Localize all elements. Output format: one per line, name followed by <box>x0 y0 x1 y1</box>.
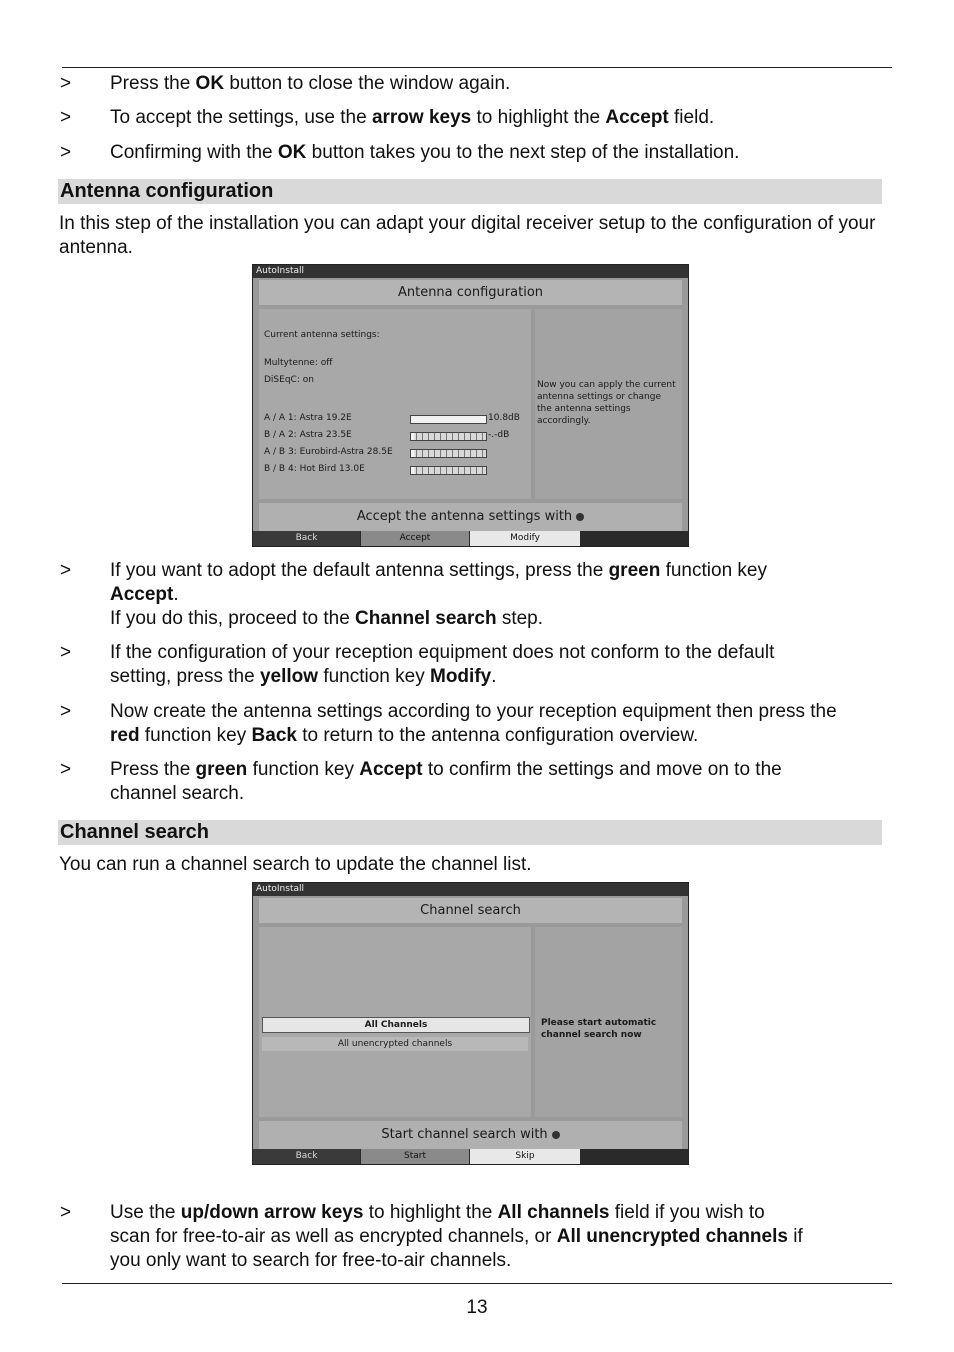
function-key-bar <box>253 531 688 546</box>
bottom-rule <box>62 1283 892 1284</box>
antenna-row-label: B / B 4: Hot Bird 13.0E <box>264 464 365 474</box>
green-key-accept[interactable]: Accept <box>361 531 469 546</box>
section-heading-text: Channel search <box>60 821 209 843</box>
bullet-marker: > <box>60 107 72 128</box>
screen-footer: Start channel search with <box>259 1121 682 1149</box>
yellow-key-skip[interactable]: Skip <box>470 1149 580 1164</box>
signal-bar <box>410 432 487 441</box>
bullet-text: Confirming with the OK button takes you to the next step of the installation. <box>110 142 740 163</box>
function-key-bar <box>253 1149 688 1164</box>
help-pane <box>535 309 682 499</box>
help-text: Now you can apply the current antenna settings or change the antenna settings accordingly. <box>537 380 676 426</box>
antenna-row-label: B / A 2: Astra 23.5E <box>264 430 352 440</box>
page-number: 13 <box>466 1297 488 1318</box>
antenna-settings-pane <box>259 309 531 499</box>
help-pane <box>535 927 682 1117</box>
channel-intro: You can run a channel search to update the channel list. <box>59 854 532 875</box>
screen-title: Channel search <box>259 898 682 923</box>
bullet-marker: > <box>60 701 72 722</box>
section-heading-channel <box>58 820 882 845</box>
bullet-text: Now create the antenna settings according to your reception equipment then press the red function key Back to return to the antenna configuration overview. <box>110 701 837 746</box>
option-unencrypted-channels[interactable]: All unencrypted channels <box>262 1037 528 1051</box>
signal-bar <box>410 449 487 458</box>
help-text: Please start automatic channel search now <box>541 1018 657 1040</box>
antenna-intro: In this step of the installation you can adapt your digital receiver setup to the configuration of your antenna. <box>59 213 876 258</box>
antenna-row-label: A / A 1: Astra 19.2E <box>264 413 352 423</box>
top-rule <box>62 67 892 68</box>
option-all-channels[interactable]: All Channels <box>262 1017 530 1033</box>
bullet-marker: > <box>60 759 72 780</box>
signal-level: -.-dB <box>488 430 510 440</box>
screen-titlebar: AutoInstall <box>253 883 688 896</box>
diseqc-status: DiSEqC: on <box>264 375 314 385</box>
bullet-text: Use the up/down arrow keys to highlight the All channels field if you wish to scan for free-to-air as well as encrypted channels, or All unencrypted channels if you only want to search for free-to-air channels. <box>110 1202 803 1271</box>
bullet-marker: > <box>60 642 72 663</box>
bullet-text: Press the green function key Accept to confirm the settings and move on to the channel search. <box>110 759 782 804</box>
channel-screenshot <box>252 882 689 1165</box>
section-heading-antenna <box>58 179 882 204</box>
yellow-key-modify[interactable]: Modify <box>470 531 580 546</box>
section-heading-text: Antenna configuration <box>60 180 274 202</box>
screen-footer: Accept the antenna settings with <box>259 503 682 531</box>
bullet-text: If the configuration of your reception equipment does not conform to the default setting, press the yellow function key Modify. <box>110 642 775 687</box>
bullet-marker: > <box>60 560 72 581</box>
signal-level: 10.8dB <box>488 413 520 423</box>
bullet-text: Press the OK button to close the window again. <box>110 73 511 94</box>
ok-button-icon <box>576 513 584 521</box>
multytenne-status: Multytenne: off <box>264 358 333 368</box>
red-key-back[interactable]: Back <box>253 1149 360 1164</box>
signal-bar <box>410 466 487 475</box>
bullet-text: If you want to adopt the default antenna settings, press the green function key Accept. If you do this, proceed to the Channel search step. <box>110 560 767 629</box>
current-settings-label: Current antenna settings: <box>264 330 380 340</box>
antenna-screenshot <box>252 264 689 547</box>
screen-titlebar: AutoInstall <box>253 265 688 278</box>
green-key-start[interactable]: Start <box>361 1149 469 1164</box>
bullet-marker: > <box>60 1202 72 1223</box>
bullet-text: To accept the settings, use the arrow keys to highlight the Accept field. <box>110 107 715 128</box>
ok-button-icon <box>552 1131 560 1139</box>
bullet-marker: > <box>60 73 72 94</box>
red-key-back[interactable]: Back <box>253 531 360 546</box>
bullet-marker: > <box>60 142 72 163</box>
antenna-row-label: A / B 3: Eurobird-Astra 28.5E <box>264 447 393 457</box>
search-options-pane <box>259 927 531 1117</box>
screen-title: Antenna configuration <box>259 280 682 305</box>
signal-bar <box>410 415 487 424</box>
